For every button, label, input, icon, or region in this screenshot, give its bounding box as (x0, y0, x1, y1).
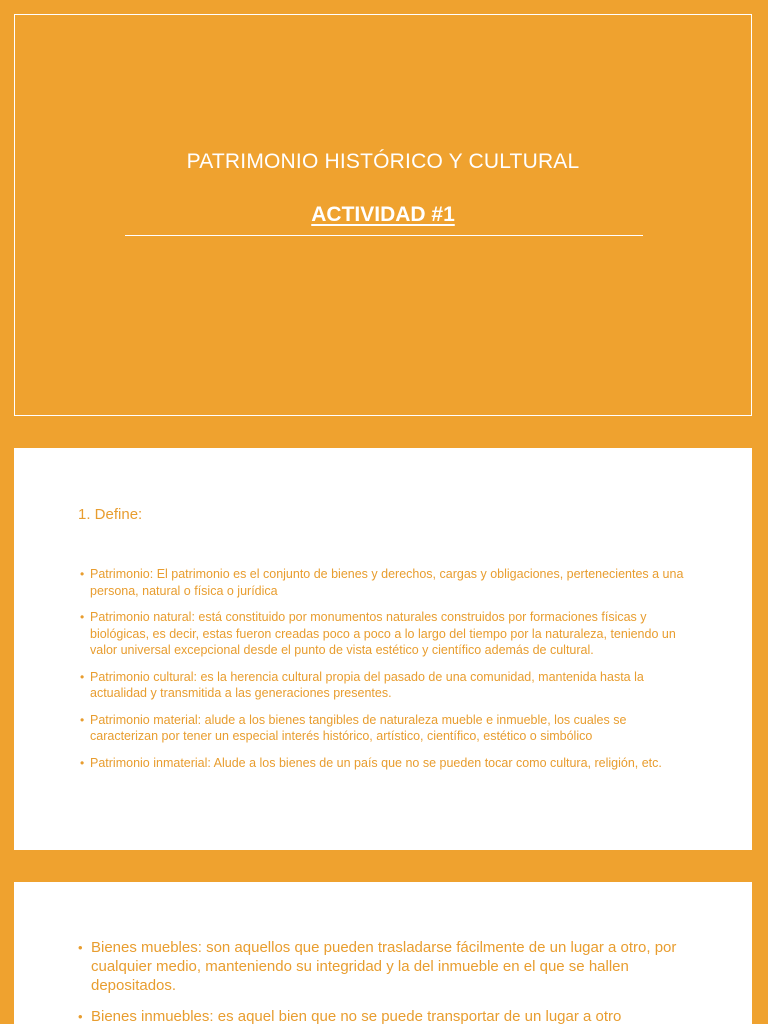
title-slide (14, 14, 752, 416)
bullet-icon: • (78, 1009, 83, 1024)
bullet-icon: • (80, 567, 85, 581)
list-item-text: Patrimonio inmaterial: Alude a los bienes de un país que no se pueden tocar como cultura, religión, etc. (90, 755, 662, 770)
slide-title: PATRIMONIO HISTÓRICO Y CULTURAL (186, 150, 580, 173)
bullet-icon: • (80, 610, 85, 624)
bullet-icon: • (80, 755, 85, 770)
definitions-heading: 1. Define: (78, 506, 143, 523)
list-item-text: Patrimonio natural: está constituido por monumentos naturales construidos por formaciones físicas y biológicas, es decir, estas fueron creadas poco a poco a lo largo del tiempo por la naturaleza, teniendo un valor universal excepcional desde el punto de vista estético y científico además de cultural. (90, 610, 676, 657)
list-item (78, 1007, 698, 1024)
list-item (80, 669, 690, 702)
list-item (80, 566, 690, 599)
list-item (80, 712, 690, 745)
bullet-icon: • (80, 712, 85, 727)
title-divider (125, 235, 643, 236)
bienes-slide (14, 882, 752, 1024)
bullet-icon: • (80, 669, 85, 684)
definitions-list (80, 566, 690, 781)
definitions-slide (14, 448, 752, 850)
slide-subtitle: ACTIVIDAD #1 (311, 203, 455, 226)
list-item-text: Patrimonio: El patrimonio es el conjunto de bienes y derechos, cargas y obligaciones, pertenecientes a una persona, natural o física o jurídica (90, 567, 684, 598)
list-item (78, 938, 698, 995)
list-item (80, 609, 690, 659)
list-item-text: Patrimonio cultural: es la herencia cultural propia del pasado de una comunidad, mantenida hasta la actualidad y transmitida a las generaciones presentes. (90, 669, 644, 700)
list-item-text: Bienes inmuebles: es aquel bien que no se puede transportar de un lugar a otro (91, 1008, 622, 1024)
bullet-icon: • (78, 940, 83, 955)
list-item (80, 755, 690, 772)
bienes-list (78, 938, 698, 1024)
list-item-text: Patrimonio material: alude a los bienes tangibles de naturaleza mueble e inmueble, los cuales se caracterizan por tener un especial interés histórico, artístico, científico, estético o simbólico (90, 712, 627, 743)
list-item-text: Bienes muebles: son aquellos que pueden trasladarse fácilmente de un lugar a otro, por cualquier medio, manteniendo su integridad y la del inmueble en el que se hallen depositados. (91, 939, 677, 994)
